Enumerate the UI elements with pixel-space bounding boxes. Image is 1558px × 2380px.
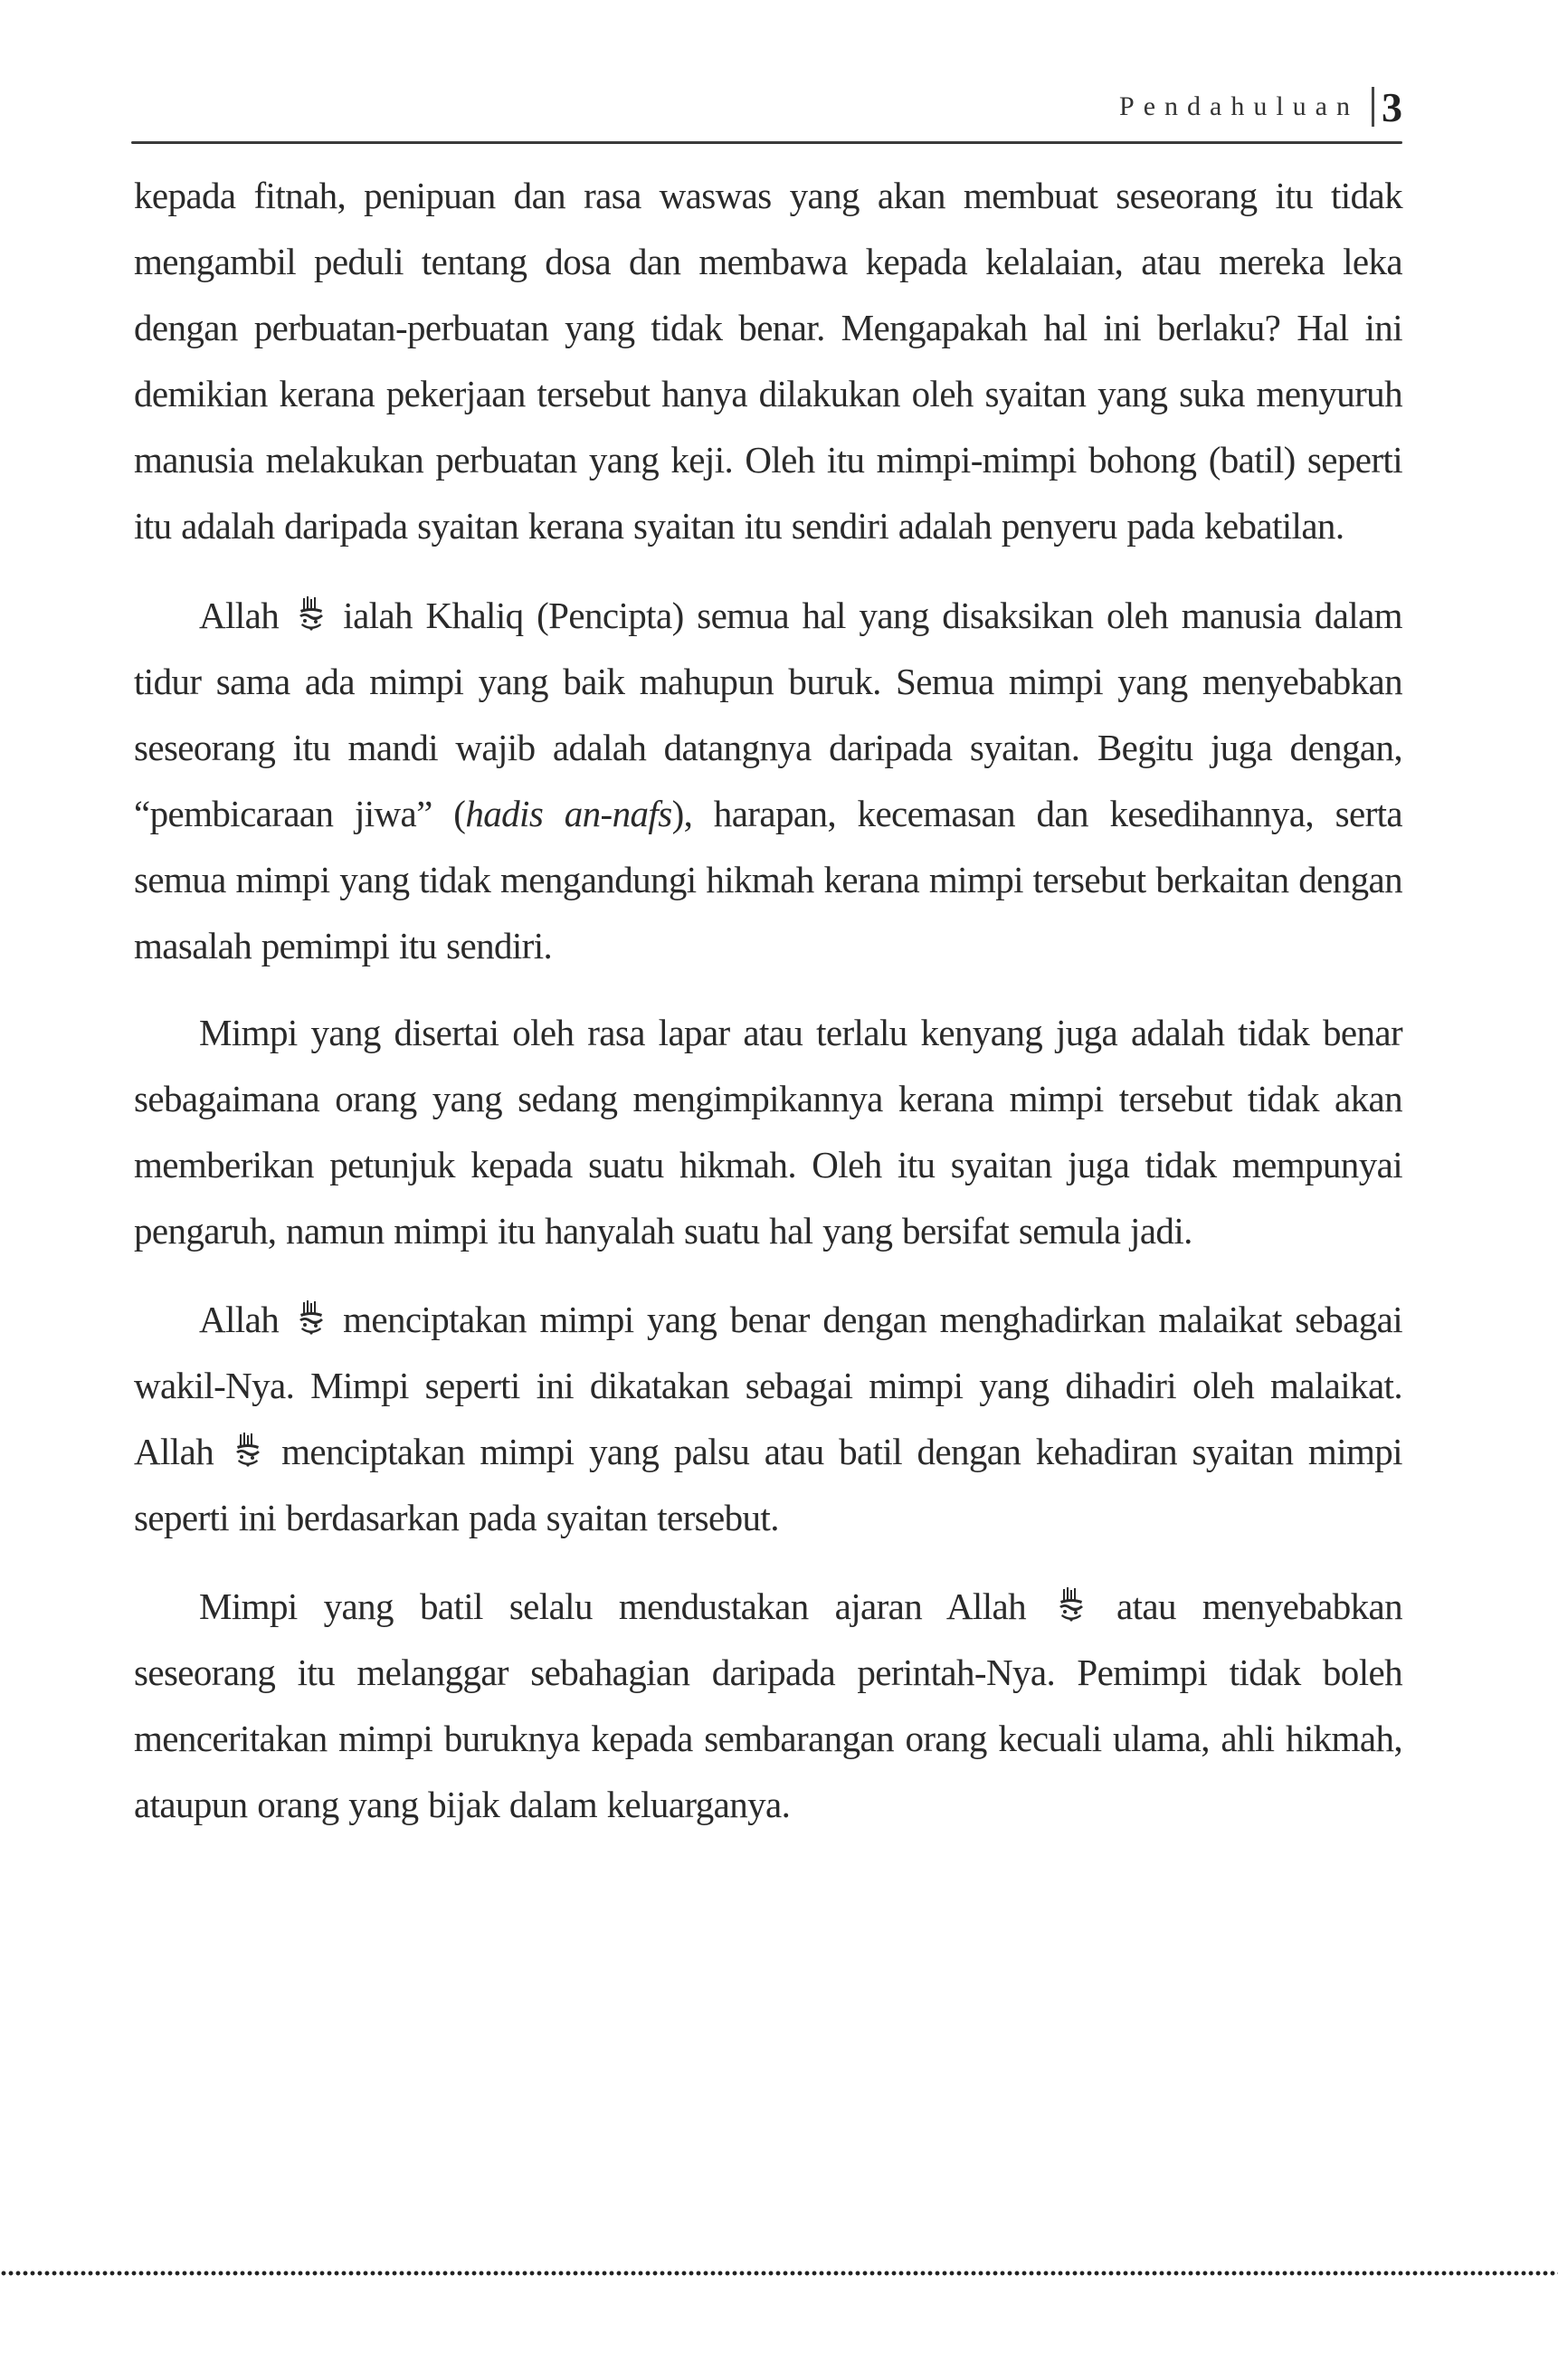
allah-honorific-icon — [1056, 1586, 1087, 1623]
paragraph-3 — [134, 1000, 1402, 1264]
paragraph-2 — [134, 583, 1402, 979]
page-number: 3 — [1382, 83, 1402, 130]
running-title: Pendahuluan — [1119, 91, 1359, 121]
text-run: Mimpi yang batil selalu mendustakan ajaran Allah — [199, 1585, 1026, 1627]
text-run: kepada fitnah, penipuan dan rasa waswas yang akan membuat seseorang itu tidak mengambil peduli tentang dosa dan membawa kepada kelalaian, atau mereka leka dengan perbuatan-perbuatan yang tidak benar. Mengapakah hal ini berlaku? Hal ini demikian kerana pekerjaan tersebut hanya dilakukan oleh syaitan yang suka menyuruh manusia melakukan perbuatan yang keji. Oleh itu mimpi-mimpi bohong (batil) seperti itu adalah daripada syaitan kerana syaitan itu sendiri adalah penyeru pada kebatilan. — [134, 175, 1402, 547]
text-run: Allah — [199, 595, 280, 636]
allah-honorific-icon — [233, 1432, 263, 1468]
paragraph-1 — [134, 163, 1402, 559]
header-divider — [1372, 87, 1374, 127]
text-run: ialah Khaliq (Pencipta) semua hal yang disaksikan oleh manusia dalam tidur sama ada mimpi yang baik mahupun buruk. Semua mimpi yang menyebabkan seseorang itu mandi wajib adalah datangnya daripada syaitan. Begitu juga dengan, “pembicaraan jiwa” ( — [134, 595, 1402, 834]
text-run: menciptakan mimpi yang benar dengan menghadirkan malaikat sebagai wakil-Nya. Mimpi seperti ini dikatakan sebagai mimpi yang dihadiri oleh malaikat. Allah — [134, 1299, 1402, 1472]
text-run: Mimpi yang disertai oleh rasa lapar atau terlalu kenyang juga adalah tidak benar sebagaimana orang yang sedang mengimpikannya kerana mimpi tersebut tidak akan memberikan petunjuk kepada suatu hikmah. Oleh itu syaitan juga tidak mempunyai pengaruh, namun mimpi itu hanyalah suatu hal yang bersifat semula jadi. — [134, 1012, 1402, 1252]
allah-honorific-icon — [296, 1299, 327, 1336]
allah-honorific-icon — [296, 595, 327, 632]
italic-term: hadis an-nafs — [465, 793, 672, 834]
footer-dotted-line — [0, 2270, 1558, 2277]
running-header — [941, 80, 1402, 134]
body-text — [134, 163, 1402, 1838]
text-run: atau menyebabkan seseorang itu melanggar sebahagian daripada perintah-Nya. Pemimpi tidak boleh menceritakan mimpi buruknya kepada sembarangan orang kecuali ulama, ahli hikmah, ataupun orang yang bijak dalam keluarganya. — [134, 1585, 1402, 1825]
text-run: ), harapan, kecemasan dan kesedihannya, serta semua mimpi yang tidak mengandungi hikmah kerana mimpi tersebut berkaitan dengan masalah pemimpi itu sendiri. — [134, 793, 1403, 966]
paragraph-4 — [134, 1287, 1402, 1551]
text-run: Allah — [199, 1299, 280, 1340]
paragraph-5 — [134, 1574, 1402, 1838]
header-rule — [131, 141, 1402, 144]
text-run: menciptakan mimpi yang palsu atau batil dengan kehadiran syaitan mimpi seperti ini berdasarkan pada syaitan tersebut. — [134, 1431, 1402, 1538]
